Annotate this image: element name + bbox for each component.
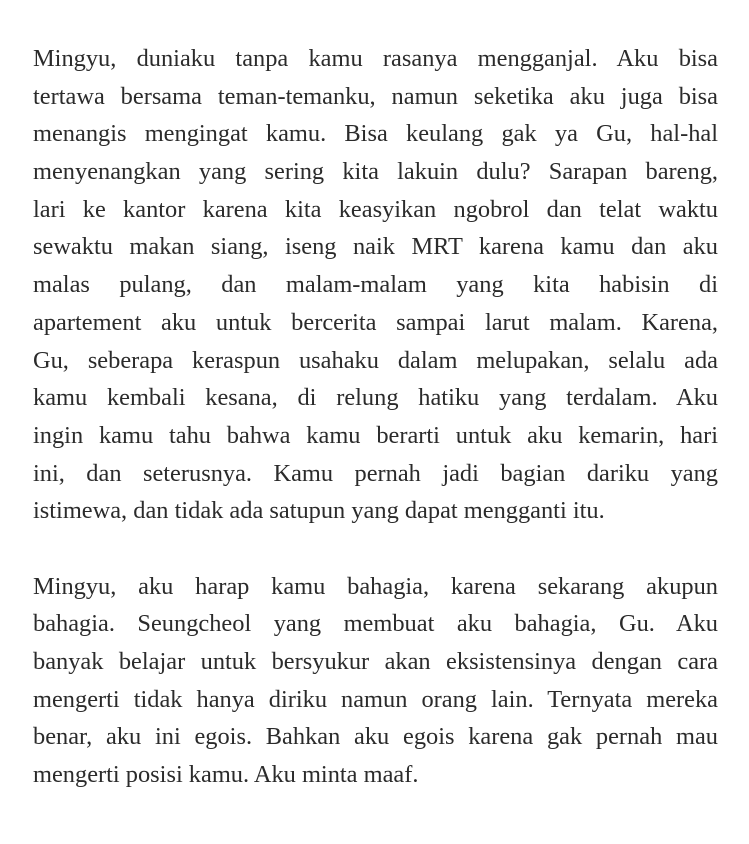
text-line: bahagia. Seungcheol yang membuat aku bahagia, Gu. Aku: [33, 610, 718, 638]
text-line: Mingyu, aku harap kamu bahagia, karena sekarang akupun: [33, 572, 718, 600]
text-line: benar, aku ini egois. Bahkan aku egois karena gak pernah mau: [33, 723, 718, 751]
paragraph-gap: [33, 530, 718, 568]
text-line: menangis mengingat kamu. Bisa keulang gak ya Gu, hal-hal: [33, 120, 718, 148]
paragraph-1: [33, 40, 718, 530]
text-line: banyak belajar untuk bersyukur akan eksistensinya dengan cara: [33, 648, 718, 675]
text-line: Mingyu, duniaku tanpa kamu rasanya mengganjal. Aku bisa: [33, 45, 718, 72]
text-line: kamu kembali kesana, di relung hatiku yang terdalam. Aku: [33, 384, 718, 412]
text-line: sewaktu makan siang, iseng naik MRT karena kamu dan aku: [33, 233, 718, 261]
text-line: menyenangkan yang sering kita lakuin dulu? Sarapan bareng,: [33, 158, 718, 186]
text-line: tertawa bersama teman-temanku, namun seketika aku juga bisa: [33, 82, 718, 110]
paragraph-2: [33, 568, 718, 794]
text-line: malas pulang, dan malam-malam yang kita habisin di: [33, 271, 718, 299]
text-line: istimewa, dan tidak ada satupun yang dapat mengganti itu.: [33, 497, 605, 525]
text-line: mengerti posisi kamu. Aku minta maaf.: [33, 761, 419, 789]
text-line: ingin kamu tahu bahwa kamu berarti untuk aku kemarin, hari: [33, 421, 718, 449]
text-line: apartement aku untuk bercerita sampai larut malam. Karena,: [33, 308, 718, 336]
text-line: lari ke kantor karena kita keasyikan ngobrol dan telat waktu: [33, 195, 718, 223]
text-line: mengerti tidak hanya diriku namun orang lain. Ternyata mereka: [33, 685, 718, 713]
text-line: Gu, seberapa keraspun usahaku dalam melupakan, selalu ada: [33, 346, 718, 374]
document-page: [33, 40, 718, 794]
text-line: ini, dan seterusnya. Kamu pernah jadi bagian dariku yang: [33, 459, 718, 487]
